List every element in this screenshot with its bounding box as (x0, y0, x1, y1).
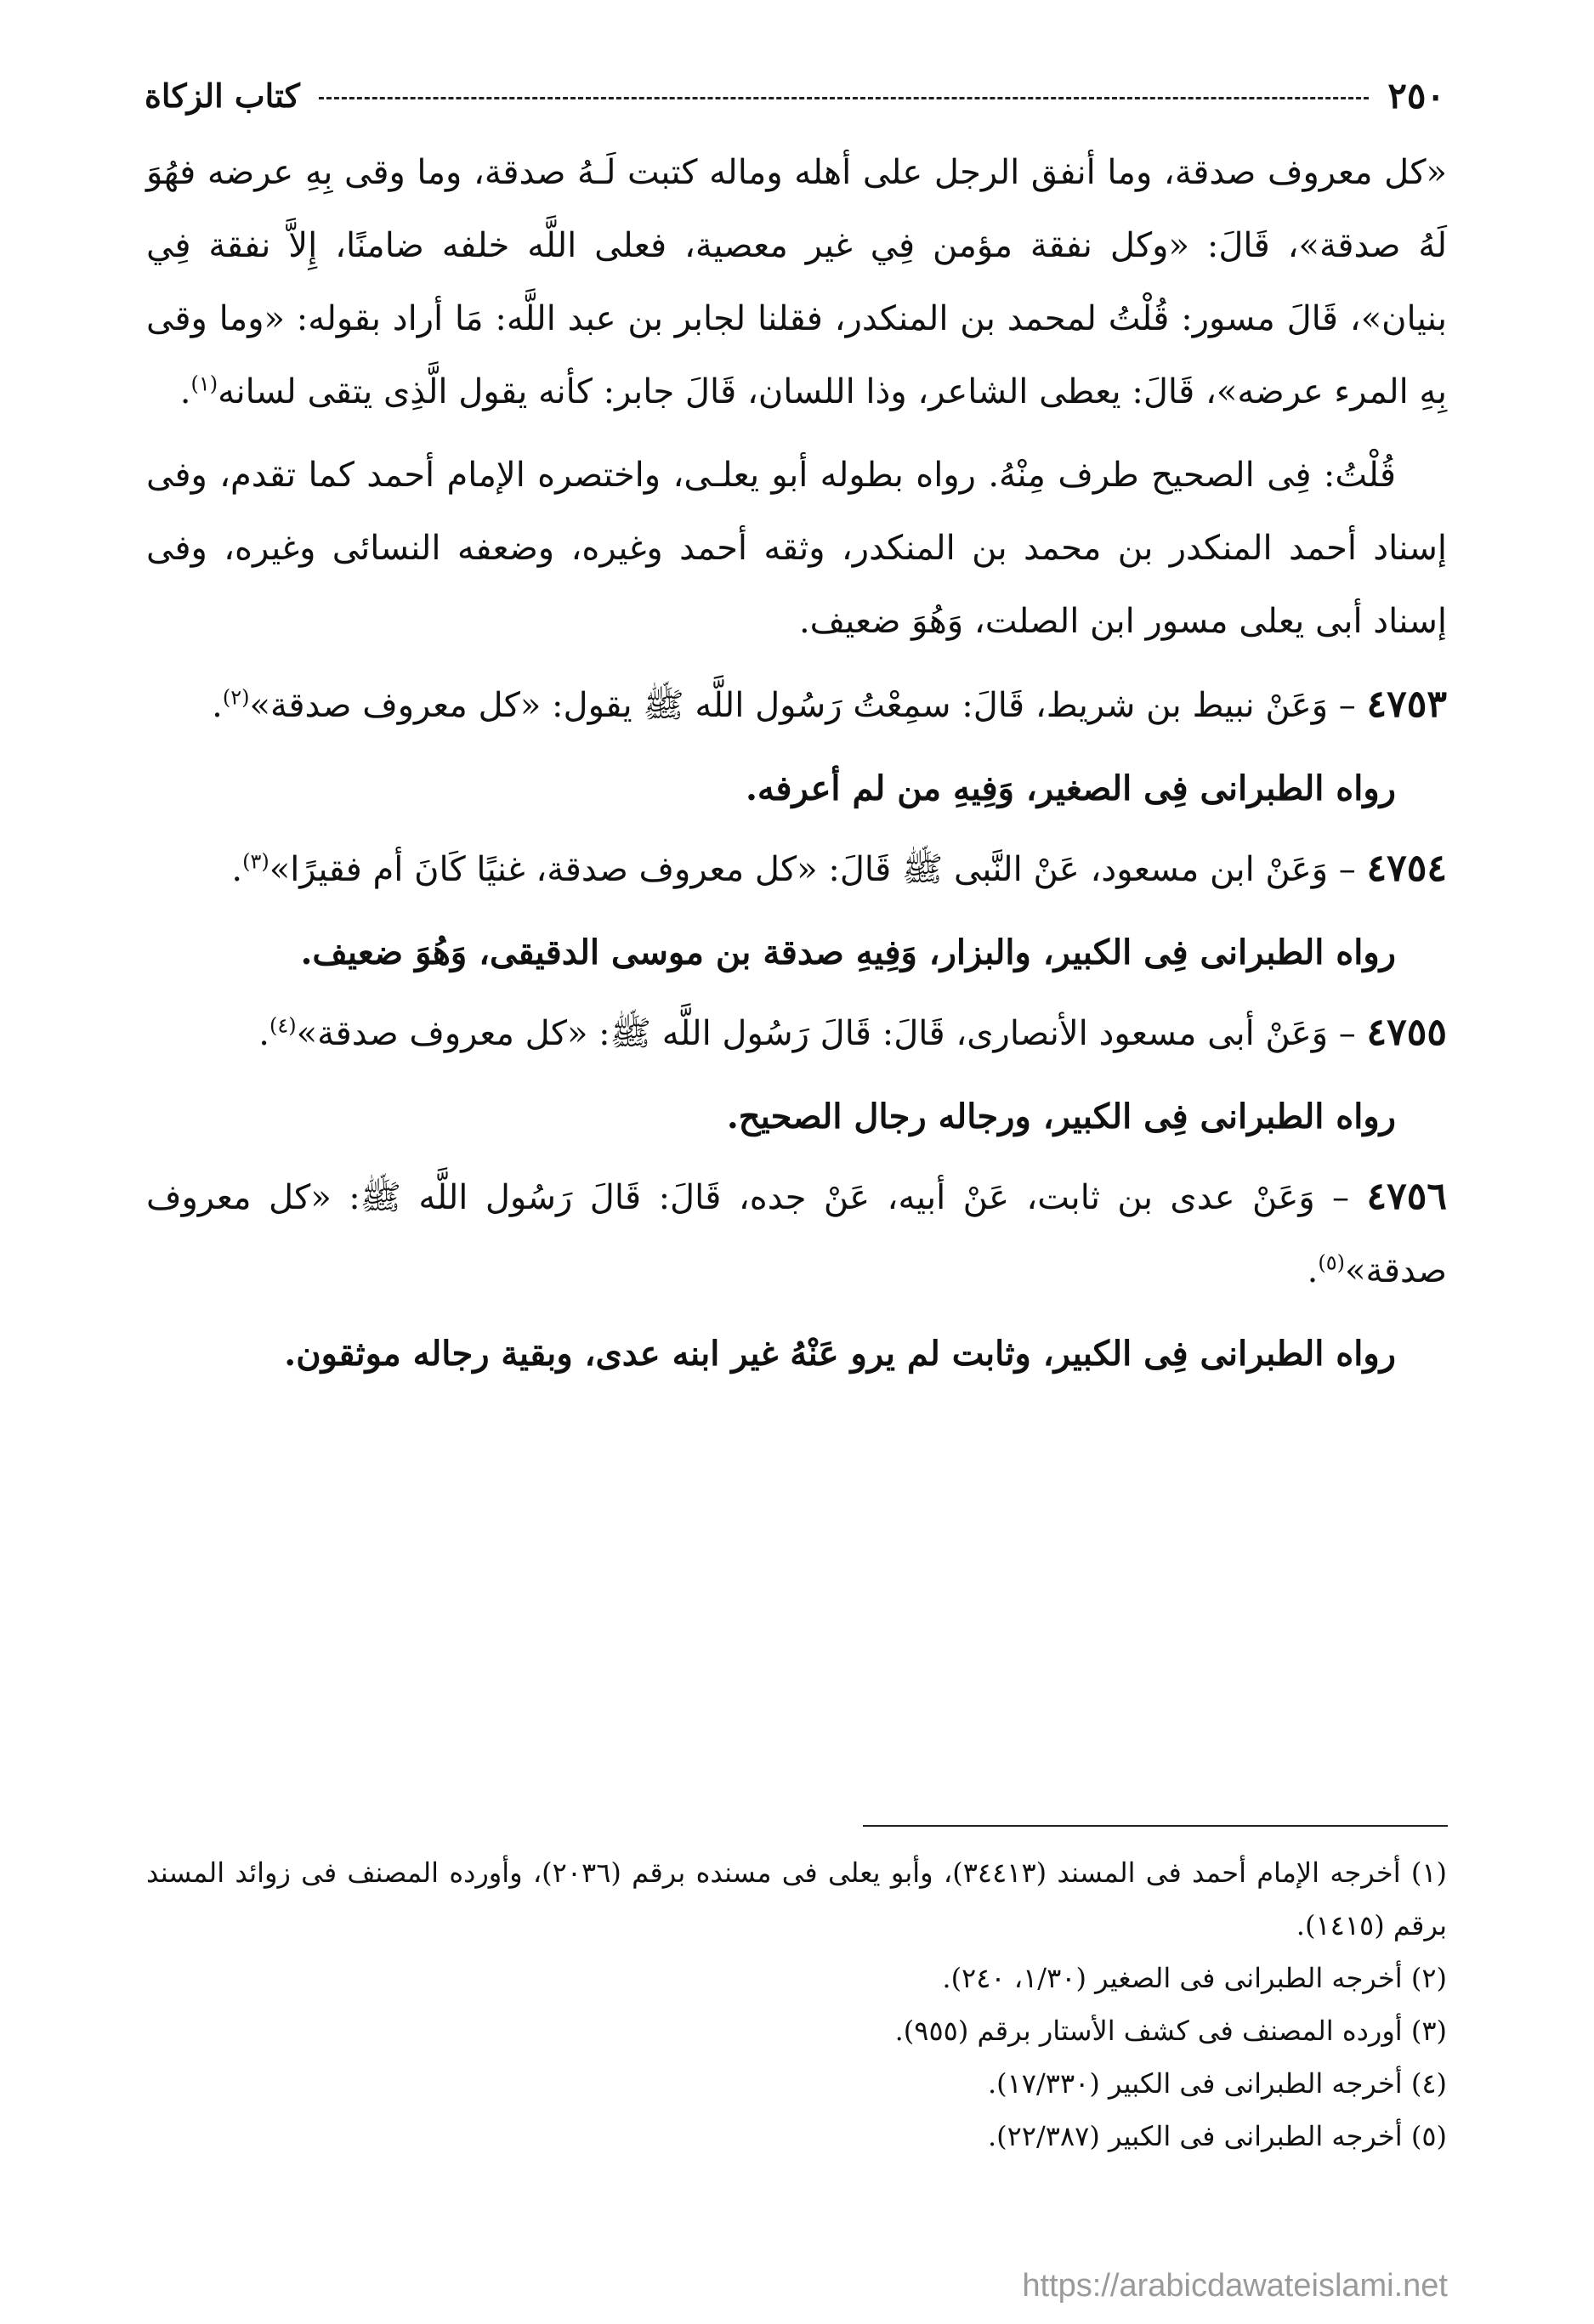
hadith-entry: ٤٧٥٣ – وَعَنْ نبيط بن شريط، قَالَ: سمِعْتُ رَسُول اللَّه ﷺ يقول: «كل معروف صدقة»$^{(٢)}$. (212, 683, 1447, 726)
hadith-narration: رواه الطبرانى فِى الصغير، وَفِيهِ من لم أعرفه. (746, 768, 1396, 808)
main-text (146, 136, 1447, 1397)
footnote-ref[interactable]: (٣) (242, 849, 269, 874)
footnote-ref[interactable]: (٢) (222, 685, 250, 710)
hadith-number: ٤٧٥٤ (1366, 847, 1447, 890)
paragraph-text: «كل معروف صدقة، وما أنفق الرجل على أهله وماله كتبت لَـهُ صدقة، وما وقى بِهِ عرضه فهُوَ لَهُ صدقة»، قَالَ: «وكل نفقة مؤمن فِي غير معصية، فعلى اللَّه خلفه ضامنًا، إِلاَّ نفقة فِي بنيان»، قَالَ مسور: قُلْتُ لمحمد بن المنكدر، فقلنا لجابر بن عبد اللَّه: مَا أراد بقوله: «وما وقى بِهِ المرء عرضه»، قَالَ: يعطى الشاعر، وذا اللسان، قَالَ جابر: كأنه يقول الَّذِى يتقى لسانه (146, 153, 1447, 411)
hadith-text: – وَعَنْ ابن مسعود، عَنْ النَّبى ﷺ قَالَ: «كل معروف صدقة، غنيًا كَانَ أم فقيرًا» (269, 850, 1356, 889)
footnotes (146, 1846, 1447, 2162)
hadith-number: ٤٧٥٣ (1366, 683, 1447, 726)
hadith-narration: رواه الطبرانى فِى الكبير، ورجاله رجال الصحيح. (726, 1097, 1396, 1136)
hadith-narration: رواه الطبرانى فِى الكبير، وثابت لم يرو عَنْهُ غير ابنه عدى، وبقية رجاله موثقون. (284, 1334, 1396, 1374)
footnote-ref[interactable]: (٤) (269, 1013, 297, 1038)
hadith-number: ٤٧٥٥ (1366, 1011, 1447, 1054)
paragraph-text: قُلْتُ: فِى الصحيح طرف مِنْهُ. رواه بطوله أبو يعلـى، واختصره الإمام أحمد كما تقدم، وفى إسناد أحمد المنكدر بن محمد بن المنكدر، وثقه أحمد وغيره، وضعفه النسائى وغيره، وفى إسناد أبى يعلى مسور ابن الصلت، وَهُوَ ضعيف. (146, 456, 1447, 641)
hadith-text: – وَعَنْ أبى مسعود الأنصارى، قَالَ: قَالَ رَسُول اللَّه ﷺ: «كل معروف صدقة» (296, 1014, 1356, 1053)
page-number: ٢٥٠ (1387, 74, 1445, 116)
hadith-entry: ٤٧٥٥ – وَعَنْ أبى مسعود الأنصارى، قَالَ: قَالَ رَسُول اللَّه ﷺ: «كل معروف صدقة»$^{(٤)}$. (258, 1011, 1447, 1054)
footnote-5: (٥) أخرجه الطبرانى فى الكبير (٢٢/٣٨٧). (987, 2120, 1447, 2152)
paragraph-hadith-continuation: «كل معروف صدقة، وما أنفق الرجل على أهله وماله كتبت لَـهُ صدقة، وما وقى بِهِ عرضه فهُوَ لَهُ صدقة»، قَالَ: «وكل نفقة مؤمن فِي غير معصية، فعلى اللَّه خلفه ضامنًا، إِلاَّ نفقة فِي بنيان»، قَالَ مسور: قُلْتُ لمحمد بن المنكدر، فقلنا لجابر بن عبد اللَّه: مَا أراد بقوله: «وما وقى بِهِ المرء عرضه»، قَالَ: يعطى الشاعر، وذا اللسان، قَالَ جابر: كأنه يقول الَّذِى يتقى لسانه$^{(١)}$. (146, 153, 1447, 411)
hadith-number: ٤٧٥٦ (1366, 1175, 1448, 1218)
footnote-4: (٤) أخرجه الطبرانى فى الكبير (١٧/٣٣٠). (987, 2067, 1447, 2100)
footnote-separator (863, 1825, 1448, 1827)
header-dashed-rule (319, 97, 1369, 99)
hadith-text: – وَعَنْ عدى بن ثابت، عَنْ أبيه، عَنْ جده، قَالَ: قَالَ رَسُول اللَّه ﷺ: «كل معروف صدقة» (146, 1178, 1447, 1290)
hadith-entry: ٤٧٥٦ – وَعَنْ عدى بن ثابت، عَنْ أبيه، عَنْ جده، قَالَ: قَالَ رَسُول اللَّه ﷺ: «كل معروف صدقة»$^{(٥)}$. (146, 1175, 1448, 1290)
footnote-ref[interactable]: (١) (190, 371, 218, 396)
footnote-ref[interactable]: (٥) (1318, 1250, 1345, 1275)
hadith-text: – وَعَنْ نبيط بن شريط، قَالَ: سمِعْتُ رَسُول اللَّه ﷺ يقول: «كل معروف صدقة» (249, 686, 1356, 725)
watermark-url: https://arabicdawateislami.net (1022, 2268, 1448, 2304)
footnote-3: (٣) أورده المصنف فى كشف الأستار برقم (٩٥٥). (894, 2015, 1447, 2047)
hadith-entry: ٤٧٥٤ – وَعَنْ ابن مسعود، عَنْ النَّبى ﷺ قَالَ: «كل معروف صدقة، غنيًا كَانَ أم فقيرًا»$^{(٣)}$. (231, 847, 1447, 890)
hadith-narration: رواه الطبرانى فِى الكبير، والبزار، وَفِيهِ صدقة بن موسى الدقيقى، وَهُوَ ضعيف. (300, 932, 1396, 972)
paragraph-commentary (146, 439, 1447, 658)
book-title: كتاب الزكاة (145, 76, 300, 115)
footnote-1: (١) أخرجه الإمام أحمد فى المسند (٣٤٤١٣)، وأبو يعلى فى مسنده برقم (٢٠٣٦)، وأورده المصنف فى زوائد المسند برقم (١٤١٥). (146, 1856, 1448, 1941)
running-header (145, 70, 1445, 121)
footnote-2: (٢) أخرجه الطبرانى فى الصغير (١/٣٠، ٢٤٠). (942, 1962, 1447, 1994)
